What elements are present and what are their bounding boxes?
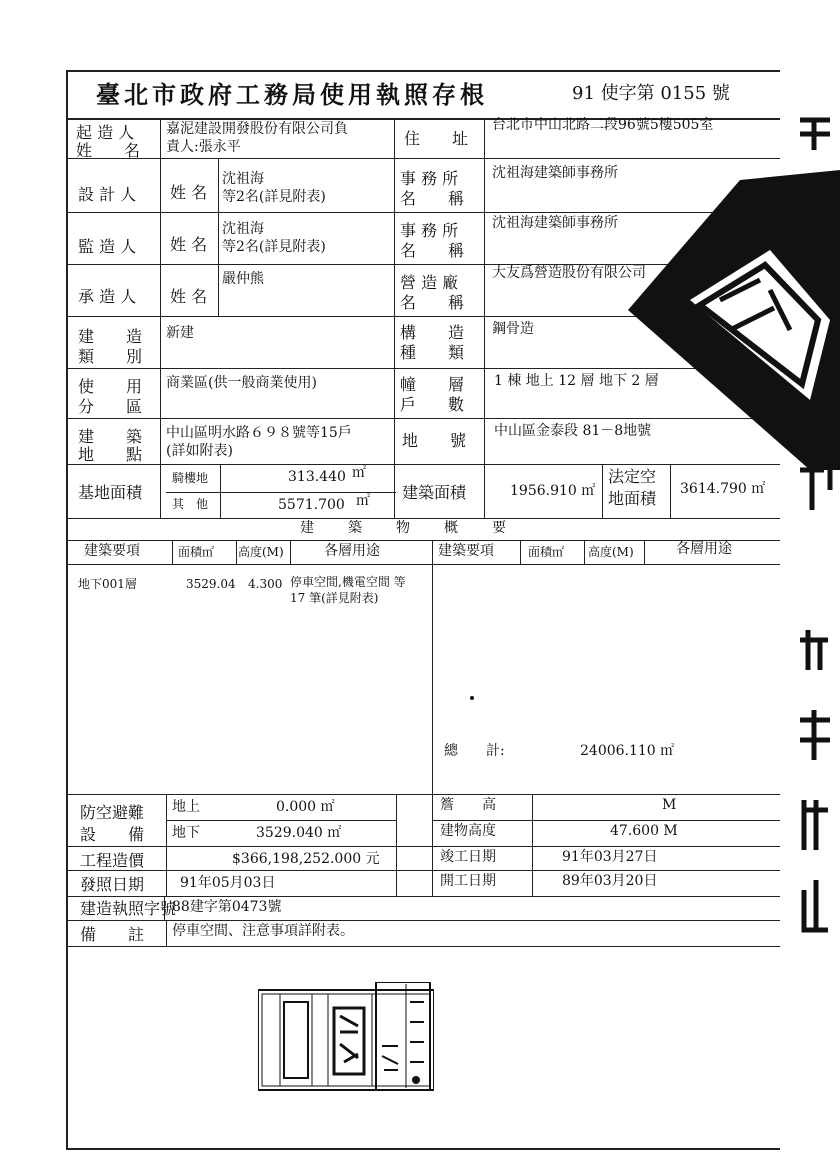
col-header-item: 建築要項 (84, 543, 140, 559)
start-date-label: 開工日期 (440, 873, 496, 889)
other-area-unit: ㎡ (356, 493, 370, 509)
designer-note: 等2名(詳見附表) (222, 189, 326, 205)
zoning-label: 使 用 (78, 377, 143, 396)
zoning-label-2: 分 區 (78, 397, 143, 416)
construction-permit-value: 88建字第0473號 (172, 899, 282, 915)
open-space-value: 3614.790 ㎡ (680, 481, 766, 497)
structure-value: 鋼骨造 (492, 321, 534, 337)
col-header-area-2: 面積㎡ (528, 545, 565, 559)
shelter-above-value: 0.000 ㎡ (276, 799, 335, 815)
building-type-label: 建 造 (78, 327, 143, 346)
lot-value: 中山區金泰段 81－8地號 (494, 423, 652, 439)
address-label: 住 址 (404, 129, 469, 148)
stamp-graphic (258, 982, 434, 1092)
supervisor-name-label: 姓 名 (170, 235, 208, 254)
cost-label: 工程造價 (80, 851, 145, 870)
supervisor-office-label: 事 務 所 (400, 221, 459, 240)
site-label-2: 地 點 (78, 445, 143, 464)
row-use: 停車空間,機電空間 等 (290, 575, 406, 589)
building-type-value: 新建 (166, 325, 194, 341)
arcade-value: 313.440 (288, 469, 346, 485)
designer-office-value: 沈祖海建築師事務所 (492, 165, 618, 181)
col-header-height: 高度(M) (238, 545, 284, 559)
owner-representative: 責人:張永平 (166, 139, 241, 155)
right-edge-graphic (794, 110, 840, 950)
col-header-use: 各層用途 (324, 543, 380, 559)
building-height-value: 47.600 M (610, 823, 678, 839)
right-edge-artifact (794, 110, 840, 950)
site-area-label: 基地面積 (78, 483, 143, 502)
owner-value: 嘉泥建設開發股份有限公司負 (166, 121, 348, 137)
contractor-label: 承 造 人 (78, 287, 137, 306)
col-header-height-2: 高度(M) (588, 545, 634, 559)
col-header-area: 面積㎡ (178, 545, 215, 559)
owner-label: 起 造 人 (76, 123, 135, 142)
owner-name-label: 姓 名 (76, 141, 141, 160)
row-floor: 地下001層 (78, 577, 137, 591)
other-area-value: 5571.700 (278, 497, 345, 513)
floors-value: 1 棟 地上 12 層 地下 2 層 (494, 373, 659, 389)
construction-permit-label: 建造執照字號 (80, 899, 177, 918)
designer-office-label: 事 務 所 (400, 169, 459, 188)
eave-value: M (662, 797, 677, 813)
floors-label: 幢 層 (400, 375, 465, 394)
building-area-value: 1956.910 ㎡ (510, 483, 596, 499)
supervisor-office-value: 沈祖海建築師事務所 (492, 215, 618, 231)
document-title: 臺北市政府工務局使用執照存根 (96, 80, 488, 109)
total-label: 總 計: (444, 743, 505, 759)
supervisor-name: 沈祖海 (222, 221, 264, 237)
cost-value: $366,198,252.000 元 (232, 851, 380, 867)
contractor-company-label: 營 造 廠 (400, 273, 459, 292)
remarks-label: 備 註 (80, 925, 145, 944)
building-type-label-2: 類 別 (78, 347, 143, 366)
col-header-item-2: 建築要項 (438, 543, 494, 559)
supervisor-office-label-2: 名 稱 (400, 241, 465, 260)
structure-label-2: 種 類 (400, 343, 465, 362)
remarks-value: 停車空間、注意事項詳附表。 (172, 923, 354, 939)
arcade-label: 騎樓地 (172, 471, 209, 485)
summary-heading: 建 築 物 概 要 (300, 520, 508, 536)
supervisor-label: 監 造 人 (78, 237, 137, 256)
approval-stamps (258, 982, 434, 1092)
shelter-label: 防空避難 (80, 803, 145, 822)
lot-label: 地 號 (402, 431, 467, 450)
other-area-label: 其 他 (172, 497, 209, 511)
contractor-company-value: 大友爲營造股份有限公司 (492, 265, 646, 281)
supervisor-note: 等2名(詳見附表) (222, 239, 326, 255)
open-space-label-2: 地面積 (608, 489, 657, 508)
address-value: 台北市中山北路二段96號5樓505室 (492, 117, 714, 133)
contractor-name: 嚴仲熊 (222, 271, 264, 287)
completion-date-value: 91年03月27日 (562, 849, 658, 865)
row-height: 4.300 (248, 577, 283, 591)
designer-office-label-2: 名 稱 (400, 189, 465, 208)
site-value: 中山區明水路６９８號等15戶 (166, 425, 352, 441)
open-space-label: 法定空 (608, 467, 657, 486)
start-date-value: 89年03月20日 (562, 873, 658, 889)
structure-label: 構 造 (400, 323, 465, 342)
shelter-label-2: 設 備 (80, 825, 145, 844)
row-area: 3529.04 (186, 577, 236, 591)
permit-number: 91 使字第 0155 號 (572, 83, 730, 104)
contractor-company-label-2: 名 稱 (400, 293, 465, 312)
site-label: 建 築 (78, 427, 143, 446)
building-height-label: 建物高度 (440, 823, 496, 839)
shelter-above-label: 地上 (172, 799, 200, 815)
contractor-name-label: 姓 名 (170, 287, 208, 306)
site-note: (詳如附表) (166, 443, 233, 459)
completion-date-label: 竣工日期 (440, 849, 496, 865)
floors-label-2: 戶 數 (400, 395, 465, 414)
building-area-label: 建築面積 (402, 483, 467, 502)
col-header-use-2: 各層用途 (676, 541, 732, 557)
designer-name-label: 姓 名 (170, 183, 208, 202)
shelter-below-label: 地下 (172, 825, 200, 841)
total-value: 24006.110 ㎡ (580, 743, 675, 759)
designer-name: 沈祖海 (222, 171, 264, 187)
zoning-value: 商業區(供一般商業使用) (166, 375, 317, 391)
issue-date-label: 發照日期 (80, 875, 145, 894)
shelter-below-value: 3529.040 ㎡ (256, 825, 342, 841)
arcade-unit: ㎡ (352, 465, 366, 481)
row-use-2: 17 筆(詳見附表) (290, 591, 379, 605)
eave-label: 簷 高 (440, 797, 496, 813)
designer-label: 設 計 人 (78, 185, 137, 204)
issue-date-value: 91年05月03日 (180, 875, 276, 891)
